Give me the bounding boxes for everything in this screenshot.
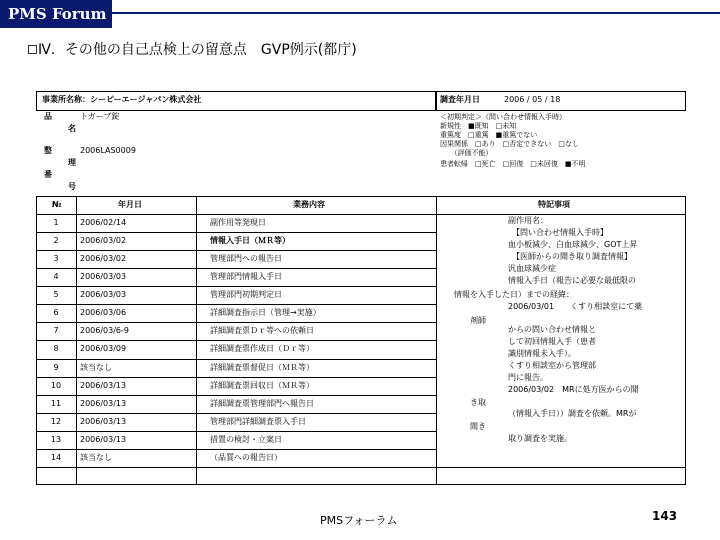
row-date: 該当なし xyxy=(80,453,112,462)
row-number: 1 xyxy=(53,218,59,227)
management-number: 2006LAS0009 xyxy=(80,146,136,155)
note-line: 聞き xyxy=(470,422,486,431)
row-task: 情報入手日（ＭＲ等） xyxy=(210,236,290,245)
row-number: 14 xyxy=(50,453,62,462)
header-task: 業務内容 xyxy=(293,200,325,209)
row-date: 2006/03/02 xyxy=(80,236,127,245)
row-number: 13 xyxy=(50,435,62,444)
row-date: 2006/03/13 xyxy=(80,417,127,426)
row-task: 詳細調査票管理部門へ報告日 xyxy=(210,399,314,408)
row-divider xyxy=(36,377,436,378)
row-date: 該当なし xyxy=(80,363,112,372)
row-number: 12 xyxy=(50,417,62,426)
row-divider xyxy=(36,232,436,233)
row-task: 詳細調査票作成日（Ｄｒ等） xyxy=(210,344,314,353)
note-line: 情報を入手した日）までの経緯： xyxy=(454,290,574,299)
row-date: 2006/03/02 xyxy=(80,254,127,263)
checklist-line: 重篤度 □重篤 ■重篤でない xyxy=(440,131,538,139)
note-line: 取り調査を実施。 xyxy=(508,434,572,443)
checklist-line: 新規性 ■既知 □未知 xyxy=(440,122,517,130)
header-no: № xyxy=(52,200,62,209)
product-name: トガーブ錠 xyxy=(80,112,120,121)
note-line: 識別情報未入手）。 xyxy=(508,349,576,358)
last-row-divider xyxy=(36,467,686,468)
row-task: 詳細調査票Ｄｒ等への依頼日 xyxy=(210,326,314,335)
row-date: 2006/03/09 xyxy=(80,344,127,353)
row-divider xyxy=(36,250,436,251)
header-row-divider xyxy=(36,214,686,215)
header-notes: 特記事項 xyxy=(538,200,570,209)
header-rule xyxy=(112,12,720,14)
row-divider xyxy=(36,359,436,360)
checklist-line: ＜初期判定＞（問い合わせ情報入手時） xyxy=(440,113,566,121)
checklist-line: （評価不能） xyxy=(440,149,493,157)
note-line: して初回情報入手（患者 xyxy=(508,337,596,346)
row-date: 2006/03/13 xyxy=(80,399,127,408)
management-label-4: 号 xyxy=(68,182,76,191)
row-task: 詳細調査指示日（管理→実施） xyxy=(210,308,321,317)
row-number: 5 xyxy=(53,290,59,299)
row-divider xyxy=(36,340,436,341)
row-task: 管理部門への報告日 xyxy=(210,254,282,263)
row-task: （品質への報告日） xyxy=(210,453,282,462)
footer-text: PMSフォーラム xyxy=(320,514,398,527)
row-number: 8 xyxy=(53,344,59,353)
row-date: 2006/02/14 xyxy=(80,218,127,227)
note-line: 門に報告。 xyxy=(508,373,548,382)
row-date: 2006/03/6-9 xyxy=(80,326,129,335)
row-divider xyxy=(36,431,436,432)
row-number: 7 xyxy=(53,326,59,335)
management-label: 整 xyxy=(44,146,52,155)
management-label-2: 理 xyxy=(68,158,76,167)
row-task: 措置の検討・立案日 xyxy=(210,435,282,444)
note-line: くすり相談室から管理部 xyxy=(508,361,596,370)
survey-date-value: 2006 / 05 / 18 xyxy=(504,95,561,104)
row-date: 2006/03/13 xyxy=(80,435,127,444)
checklist-line: 因果関係 □あり □否定できない □なし xyxy=(440,140,579,148)
row-date: 2006/03/06 xyxy=(80,308,127,317)
row-divider xyxy=(36,304,436,305)
row-divider xyxy=(36,268,436,269)
note-line: 【医師からの聞き取り調査情報】 xyxy=(512,252,632,261)
forum-banner: PMS Forum xyxy=(0,0,112,28)
note-line: 情報入手日（報告に必要な最低限の xyxy=(508,276,636,285)
note-line: 2006/03/02 MRに処方医からの聞 xyxy=(508,385,639,394)
row-task: 詳細調査票回収日（ＭＲ等） xyxy=(210,381,314,390)
product-label-2: 名 xyxy=(68,124,76,133)
row-number: 4 xyxy=(53,272,59,281)
note-line: 副作用名： xyxy=(508,216,548,225)
row-number: 2 xyxy=(53,236,59,245)
row-date: 2006/03/03 xyxy=(80,290,127,299)
row-task: 管理部門詳細調査票入手日 xyxy=(210,417,306,426)
row-date: 2006/03/03 xyxy=(80,272,127,281)
header-date: 年月日 xyxy=(118,200,142,209)
company-name: 事業所名称：シーピーエージャパン株式会社 xyxy=(42,95,202,104)
management-label-3: 番 xyxy=(44,170,52,179)
row-task: 詳細調査票督促日（ＭＲ等） xyxy=(210,363,314,372)
row-divider xyxy=(36,286,436,287)
product-label: 品 xyxy=(44,112,52,121)
note-line: （情報入手日））調査を依頼。MRが xyxy=(508,409,637,418)
row-number: 11 xyxy=(50,399,62,408)
note-line: 汎血球減少症 xyxy=(508,264,556,273)
note-line: 【問い合わせ情報入手時】 xyxy=(512,228,608,237)
slide-title: Ⅳ．その他の自己点検上の留意点 GVP例示(都庁) xyxy=(38,42,357,58)
note-line: 2006/03/01 くすり相談室にて薬 xyxy=(508,302,643,311)
row-task: 管理部門情報入手日 xyxy=(210,272,282,281)
note-line: からの問い合わせ情報と xyxy=(508,325,596,334)
row-divider xyxy=(36,395,436,396)
row-number: 9 xyxy=(53,363,59,372)
bullet-icon xyxy=(28,45,37,54)
row-task: 副作用等発現日 xyxy=(210,218,266,227)
row-number: 3 xyxy=(53,254,59,263)
row-divider xyxy=(36,413,436,414)
page-number: 143 xyxy=(652,509,678,523)
survey-date-label: 調査年月日 xyxy=(440,95,480,104)
row-divider xyxy=(36,449,436,450)
row-task: 管理部門初期判定日 xyxy=(210,290,282,299)
col-divider xyxy=(436,196,437,485)
checklist-line: 患者転帰 □死亡 □回復 □未回復 ■不明 xyxy=(440,160,586,168)
row-date: 2006/03/13 xyxy=(80,381,127,390)
row-number: 10 xyxy=(50,381,62,390)
row-divider xyxy=(36,322,436,323)
row-number: 6 xyxy=(53,308,59,317)
note-line: 血小板減少、白血球減少、GOT上昇 xyxy=(508,240,638,249)
note-line: き取 xyxy=(470,398,486,407)
note-line: 剤師 xyxy=(470,316,486,325)
